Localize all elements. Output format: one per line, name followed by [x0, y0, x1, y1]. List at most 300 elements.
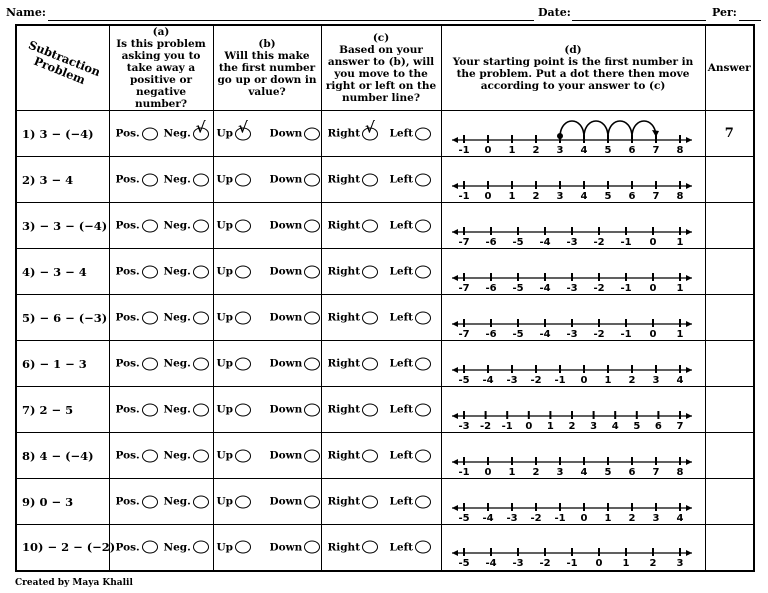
option-down-circle[interactable] — [304, 357, 320, 370]
tick-label: 5 — [604, 466, 611, 477]
option-neg-label: Neg. — [163, 541, 191, 554]
number-line[interactable] — [442, 526, 702, 568]
worksheet-table — [15, 24, 755, 572]
options-cell — [109, 525, 213, 571]
option-right-label: Right — [327, 219, 361, 232]
col-b-text: Will this make the first number go up or down in value? — [217, 50, 317, 98]
option-up[interactable] — [217, 173, 252, 186]
tick-label: -2 — [538, 558, 551, 569]
option-left-circle[interactable] — [415, 127, 431, 140]
option-left[interactable] — [390, 357, 431, 370]
answer-cell[interactable] — [705, 203, 754, 249]
options-cell — [213, 249, 321, 295]
tick-label: -5 — [511, 236, 524, 247]
options-cell — [213, 433, 321, 479]
option-neg-circle[interactable] — [193, 118, 209, 140]
tick-label: 3 — [676, 558, 683, 569]
option-down[interactable] — [270, 219, 321, 232]
tick-label: -5 — [511, 328, 524, 339]
option-right[interactable] — [328, 173, 379, 186]
option-pos-label: Pos. — [115, 495, 140, 508]
option-up-label: Up — [216, 173, 233, 186]
option-pos-circle[interactable] — [142, 449, 158, 462]
arrow-right-icon — [686, 367, 692, 373]
arrow-left-icon — [452, 183, 458, 189]
option-left-label: Left — [389, 541, 413, 554]
option-neg[interactable] — [164, 357, 209, 370]
tick-label: -4 — [538, 282, 551, 293]
tick-label: 1 — [676, 282, 683, 293]
tick-label: -2 — [529, 374, 542, 385]
option-down-circle[interactable] — [304, 403, 320, 416]
jump-arc — [560, 121, 584, 136]
option-pos-label: Pos. — [115, 541, 140, 554]
option-up[interactable] — [217, 311, 252, 324]
option-pos[interactable] — [116, 357, 158, 370]
option-up-circle[interactable] — [235, 403, 251, 416]
option-up[interactable] — [217, 495, 252, 508]
option-neg[interactable] — [164, 403, 209, 416]
option-up-label: Up — [216, 219, 233, 232]
problem-label: 1) 3 − (−4) — [16, 111, 109, 157]
tick-label: -1 — [619, 328, 632, 339]
number-line[interactable] — [442, 389, 702, 431]
arrowhead-icon — [652, 130, 659, 137]
col-c-letter: (c) — [372, 32, 390, 44]
option-right[interactable] — [328, 311, 379, 324]
option-pos-circle[interactable] — [142, 265, 158, 278]
option-right[interactable] — [328, 219, 379, 232]
tick-label: 2 — [532, 144, 539, 155]
options-cell — [321, 295, 441, 341]
option-pos[interactable] — [116, 219, 158, 232]
option-neg-circle[interactable] — [193, 495, 209, 508]
option-neg-circle[interactable] — [193, 311, 209, 324]
option-pos-label: Pos. — [115, 357, 140, 370]
tick-label: 8 — [676, 190, 683, 201]
option-down-label: Down — [269, 219, 303, 232]
number-line[interactable] — [442, 251, 702, 293]
problem-row — [16, 387, 754, 433]
tick-label: -5 — [511, 282, 524, 293]
option-left-circle[interactable] — [415, 265, 431, 278]
number-line[interactable] — [442, 159, 702, 201]
option-right-label: Right — [327, 173, 361, 186]
tick-label: -1 — [457, 144, 470, 155]
col-answer-header: Answer — [705, 25, 754, 111]
option-left-label: Left — [389, 495, 413, 508]
tick-label: 2 — [532, 466, 539, 477]
option-up[interactable] — [217, 357, 252, 370]
option-up-label: Up — [216, 403, 233, 416]
option-left-circle[interactable] — [415, 311, 431, 324]
tick-label: 4 — [580, 144, 587, 155]
option-down-circle[interactable] — [304, 541, 320, 554]
option-neg-circle[interactable] — [193, 219, 209, 232]
option-down-circle[interactable] — [304, 449, 320, 462]
tick-label: -2 — [592, 328, 605, 339]
option-right-circle[interactable] — [362, 219, 378, 232]
option-down-circle[interactable] — [304, 127, 320, 140]
option-pos-circle[interactable] — [142, 173, 158, 186]
tick-label: 0 — [524, 420, 532, 431]
col-b-letter: (b) — [258, 38, 276, 50]
option-right-circle[interactable] — [362, 311, 378, 324]
answer-cell[interactable] — [705, 525, 754, 571]
option-pos-circle[interactable] — [142, 311, 158, 324]
option-left-circle[interactable] — [415, 219, 431, 232]
answer-cell[interactable] — [705, 249, 754, 295]
option-right-label: Right — [327, 541, 361, 554]
option-left[interactable] — [390, 449, 431, 462]
problem-row — [16, 203, 754, 249]
options-cell — [321, 203, 441, 249]
option-neg[interactable] — [164, 449, 209, 462]
option-neg[interactable] — [164, 265, 209, 278]
col-c-text: Based on your answer to (b), will you move to the right or left on the number line? — [325, 44, 437, 104]
tick-label: -4 — [538, 236, 551, 247]
option-right[interactable] — [328, 357, 379, 370]
option-left[interactable] — [390, 219, 431, 232]
option-up[interactable] — [217, 265, 252, 278]
tick-label: 3 — [652, 374, 659, 385]
option-down-circle[interactable] — [304, 311, 320, 324]
options-cell — [213, 479, 321, 525]
option-neg-label: Neg. — [163, 173, 191, 186]
option-down[interactable] — [270, 357, 321, 370]
option-down[interactable] — [270, 449, 321, 462]
option-pos[interactable] — [116, 449, 158, 462]
option-pos-label: Pos. — [115, 173, 140, 186]
arrow-right-icon — [686, 550, 692, 556]
option-left-circle[interactable] — [415, 541, 431, 554]
answer-cell[interactable] — [705, 387, 754, 433]
problem-row — [16, 249, 754, 295]
tick-label: 7 — [652, 144, 659, 155]
option-neg[interactable] — [164, 311, 209, 324]
option-pos[interactable] — [116, 495, 158, 508]
tick-label: -6 — [484, 282, 497, 293]
option-right[interactable] — [328, 403, 379, 416]
tick-label: -4 — [481, 512, 494, 523]
option-up-circle[interactable] — [235, 357, 251, 370]
problem-row — [16, 295, 754, 341]
tick-label: 3 — [556, 144, 563, 155]
tick-label: -1 — [619, 236, 632, 247]
tick-label: -5 — [457, 374, 470, 385]
option-down[interactable] — [270, 541, 321, 554]
number-line-cell — [441, 249, 705, 295]
tick-label: -2 — [592, 282, 605, 293]
option-left[interactable] — [390, 265, 431, 278]
answer-cell[interactable] — [705, 295, 754, 341]
option-down-label: Down — [269, 495, 303, 508]
option-pos-circle[interactable] — [142, 127, 158, 140]
option-right-circle[interactable] — [362, 449, 378, 462]
number-line-cell — [441, 387, 705, 433]
option-left-label: Left — [389, 265, 413, 278]
option-up-label: Up — [216, 265, 233, 278]
option-left-label: Left — [389, 127, 413, 140]
arrow-left-icon — [452, 413, 458, 419]
number-line[interactable] — [442, 481, 702, 523]
jump-arc — [608, 121, 632, 136]
option-pos-label: Pos. — [115, 449, 140, 462]
tick-label: -3 — [505, 512, 518, 523]
options-cell — [109, 433, 213, 479]
option-pos[interactable] — [116, 265, 158, 278]
option-up-circle[interactable] — [235, 265, 251, 278]
arrow-left-icon — [452, 505, 458, 511]
tick-label: 1 — [604, 512, 611, 523]
option-up-circle[interactable] — [235, 311, 251, 324]
option-up-circle[interactable] — [235, 173, 251, 186]
option-down-circle[interactable] — [304, 173, 320, 186]
option-pos-label: Pos. — [115, 127, 140, 140]
col-d-text: Your starting point is the first number in the problem. Put a dot there then move according to your answer to (c) — [452, 56, 694, 92]
tick-label: 2 — [532, 190, 539, 201]
tick-label: 0 — [595, 558, 602, 569]
tick-label: -3 — [511, 558, 524, 569]
tick-label: -4 — [538, 328, 551, 339]
option-up-circle[interactable] — [235, 541, 251, 554]
period-field[interactable] — [739, 20, 761, 21]
option-pos[interactable] — [116, 173, 158, 186]
option-pos[interactable] — [116, 127, 158, 140]
date-field[interactable] — [572, 20, 706, 21]
option-up-circle[interactable] — [235, 118, 251, 140]
option-right[interactable] — [327, 118, 379, 140]
header-row — [16, 25, 754, 111]
option-left-label: Left — [389, 219, 413, 232]
option-down-label: Down — [269, 449, 303, 462]
arrow-left-icon — [452, 137, 458, 143]
number-line-cell — [441, 525, 705, 571]
option-up-label: Up — [216, 311, 233, 324]
tick-label: 7 — [652, 466, 659, 477]
option-up[interactable] — [217, 541, 252, 554]
option-right-circle[interactable] — [362, 403, 378, 416]
answer-cell[interactable] — [705, 479, 754, 525]
options-cell — [213, 295, 321, 341]
tick-label: 6 — [628, 144, 635, 155]
tick-label: 1 — [622, 558, 629, 569]
tick-label: 4 — [580, 190, 587, 201]
option-left[interactable] — [390, 127, 431, 140]
number-line[interactable] — [442, 113, 702, 155]
option-neg-circle[interactable] — [193, 449, 209, 462]
option-down[interactable] — [270, 495, 321, 508]
problem-label: 3) − 3 − (−4) — [16, 203, 109, 249]
option-pos-label: Pos. — [115, 311, 140, 324]
tick-label: 8 — [676, 466, 683, 477]
tick-label: 1 — [676, 236, 683, 247]
option-right-label: Right — [327, 265, 361, 278]
tick-label: -1 — [457, 466, 470, 477]
option-neg-circle[interactable] — [193, 403, 209, 416]
option-left-label: Left — [389, 357, 413, 370]
option-left-circle[interactable] — [415, 449, 431, 462]
option-down-circle[interactable] — [304, 219, 320, 232]
tick-label: 1 — [604, 374, 611, 385]
problem-row — [16, 157, 754, 203]
tick-label: 2 — [649, 558, 656, 569]
number-line[interactable] — [442, 297, 702, 339]
option-right[interactable] — [328, 541, 379, 554]
option-pos-circle[interactable] — [142, 219, 158, 232]
number-line[interactable] — [442, 343, 702, 385]
option-right-label: Right — [327, 449, 361, 462]
tick-label: 5 — [604, 144, 611, 155]
tick-label: -7 — [457, 282, 470, 293]
tick-label: 7 — [652, 190, 659, 201]
option-pos[interactable] — [116, 403, 158, 416]
tick-label: -3 — [565, 282, 578, 293]
option-up-circle[interactable] — [235, 495, 251, 508]
tick-label: 6 — [628, 190, 635, 201]
option-down[interactable] — [270, 173, 321, 186]
option-right[interactable] — [328, 265, 379, 278]
option-right-circle[interactable] — [362, 265, 378, 278]
option-pos-circle[interactable] — [142, 495, 158, 508]
option-left-circle[interactable] — [415, 173, 431, 186]
tick-label: 3 — [589, 420, 597, 431]
tick-label: -3 — [505, 374, 518, 385]
option-neg-label: Neg. — [163, 495, 191, 508]
number-line[interactable] — [442, 205, 702, 247]
options-cell — [213, 387, 321, 433]
option-pos-label: Pos. — [115, 265, 140, 278]
tick-label: -1 — [619, 282, 632, 293]
options-cell — [109, 111, 213, 157]
option-up-circle[interactable] — [235, 219, 251, 232]
option-left-circle[interactable] — [415, 495, 431, 508]
tick-label: 7 — [676, 420, 683, 431]
tick-label: 6 — [654, 420, 662, 431]
option-neg[interactable] — [164, 173, 209, 186]
subtraction-problem-title: Subtraction Problem — [26, 37, 103, 88]
name-field[interactable] — [48, 20, 534, 21]
option-left[interactable] — [390, 495, 431, 508]
option-pos-circle[interactable] — [142, 403, 158, 416]
col-a-text: Is this problem asking you to take away a positive or negative number? — [116, 38, 206, 110]
tick-label: 1 — [508, 190, 515, 201]
option-pos[interactable] — [116, 311, 158, 324]
tick-label: -2 — [592, 236, 605, 247]
jump-arc — [632, 121, 656, 136]
option-right-circle[interactable] — [362, 173, 378, 186]
col-b-header — [213, 25, 321, 111]
number-line-cell — [441, 433, 705, 479]
option-down[interactable] — [270, 403, 321, 416]
option-neg-circle[interactable] — [193, 357, 209, 370]
date-label: Date: — [538, 6, 571, 19]
option-up[interactable] — [217, 403, 252, 416]
option-down[interactable] — [270, 127, 321, 140]
number-line-cell — [441, 479, 705, 525]
problem-row — [16, 525, 754, 571]
answer-cell[interactable] — [705, 157, 754, 203]
option-up[interactable] — [217, 219, 252, 232]
tick-label: 5 — [604, 190, 611, 201]
option-right-circle[interactable] — [362, 541, 378, 554]
tick-label: -4 — [481, 374, 494, 385]
option-left-circle[interactable] — [415, 357, 431, 370]
option-down-label: Down — [269, 403, 303, 416]
number-line-cell — [441, 295, 705, 341]
option-down[interactable] — [270, 311, 321, 324]
tick-label: -6 — [484, 328, 497, 339]
option-left[interactable] — [390, 403, 431, 416]
col-c-header — [321, 25, 441, 111]
options-cell — [321, 387, 441, 433]
option-up[interactable] — [216, 118, 252, 140]
option-neg[interactable] — [164, 495, 209, 508]
problem-row — [16, 433, 754, 479]
option-neg-circle[interactable] — [193, 265, 209, 278]
option-pos[interactable] — [116, 541, 158, 554]
option-neg[interactable] — [163, 118, 209, 140]
problem-row — [16, 341, 754, 387]
worksheet-header — [6, 6, 764, 22]
tick-label: 0 — [484, 190, 491, 201]
option-up[interactable] — [217, 449, 252, 462]
answer-cell[interactable] — [705, 433, 754, 479]
option-left[interactable] — [390, 541, 431, 554]
option-right-circle[interactable] — [362, 118, 378, 140]
option-left[interactable] — [390, 311, 431, 324]
tick-label: -7 — [457, 328, 470, 339]
option-down[interactable] — [270, 265, 321, 278]
tick-label: 0 — [649, 282, 656, 293]
option-neg[interactable] — [164, 219, 209, 232]
option-left[interactable] — [390, 173, 431, 186]
option-right[interactable] — [328, 495, 379, 508]
tick-label: -4 — [484, 558, 497, 569]
option-up-circle[interactable] — [235, 449, 251, 462]
option-neg-circle[interactable] — [193, 173, 209, 186]
option-neg[interactable] — [164, 541, 209, 554]
option-down-label: Down — [269, 311, 303, 324]
answer-cell[interactable] — [705, 341, 754, 387]
problem-label: 7) 2 − 5 — [16, 387, 109, 433]
option-left-circle[interactable] — [415, 403, 431, 416]
option-right-circle[interactable] — [362, 495, 378, 508]
option-pos-circle[interactable] — [142, 541, 158, 554]
answer-cell[interactable]: 7 — [705, 111, 754, 157]
tick-label: -1 — [553, 374, 566, 385]
arrow-left-icon — [452, 367, 458, 373]
arrow-left-icon — [452, 275, 458, 281]
problem-label: 8) 4 − (−4) — [16, 433, 109, 479]
tick-label: -3 — [565, 236, 578, 247]
option-right-label: Right — [327, 495, 361, 508]
option-left-label: Left — [389, 173, 413, 186]
option-down-circle[interactable] — [304, 495, 320, 508]
option-down-circle[interactable] — [304, 265, 320, 278]
option-neg-label: Neg. — [163, 265, 191, 278]
col-d-letter: (d) — [564, 44, 582, 56]
tick-label: 0 — [649, 236, 656, 247]
option-right[interactable] — [328, 449, 379, 462]
option-right-circle[interactable] — [362, 357, 378, 370]
option-down-label: Down — [269, 541, 303, 554]
option-pos-circle[interactable] — [142, 357, 158, 370]
number-line[interactable] — [442, 435, 702, 477]
option-neg-circle[interactable] — [193, 541, 209, 554]
problem-label: 6) − 1 − 3 — [16, 341, 109, 387]
tick-label: -5 — [457, 558, 470, 569]
